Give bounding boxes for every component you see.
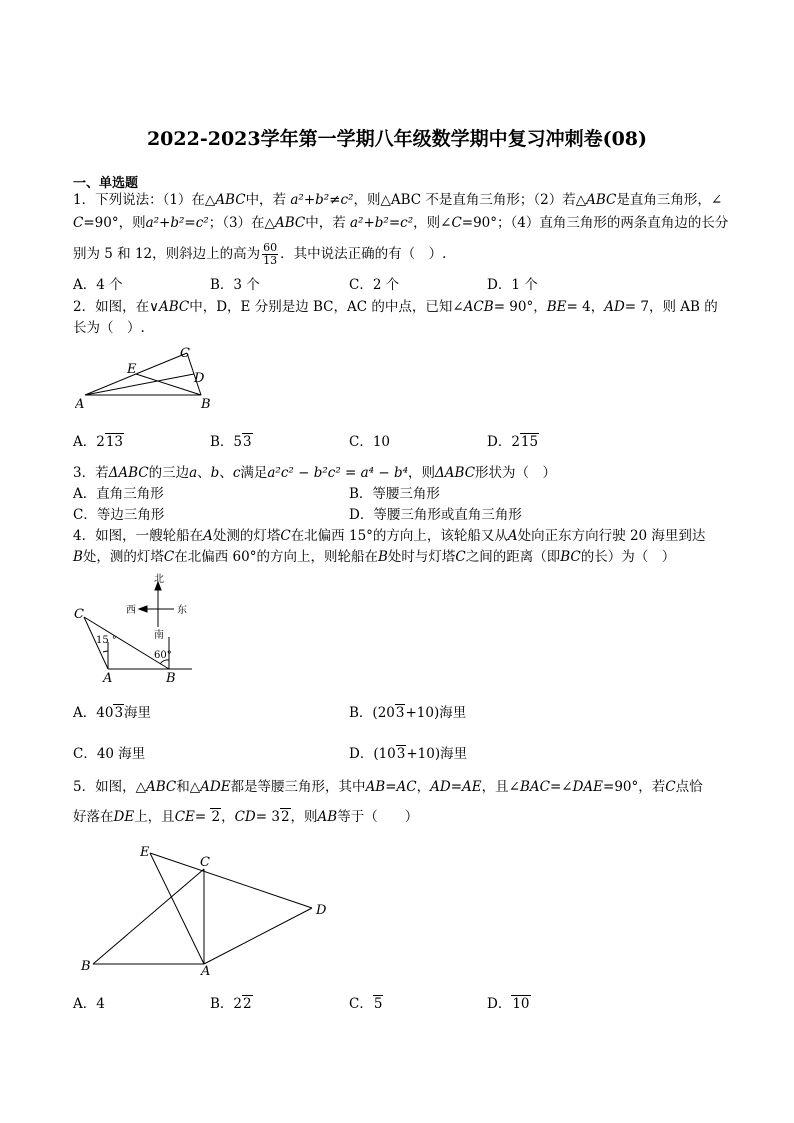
q1-line2: C=90°，则a²+b²=c²；（3）在△ABC中，若 a²+b²=c²，则∠C=90°；（4）直角三角形的两条直角边的长分: [73, 215, 729, 231]
q2-option-c[interactable]: C．10: [349, 434, 391, 450]
compass-west-label: 西: [126, 605, 136, 616]
q2-triangle-figure: [75, 345, 225, 413]
compass-east-label: 东: [177, 605, 187, 616]
angle-15-label: 15 °: [96, 635, 117, 646]
q1-option-b[interactable]: B．3 个: [210, 277, 260, 293]
q3-option-a[interactable]: A．直角三角形: [73, 486, 164, 502]
point-c-label: C: [200, 855, 210, 870]
q4-navigation-figure: [72, 572, 197, 684]
q5-line1: 5．如图，△ABC和△ADE都是等腰三角形，其中AB=AC，AD=AE，且∠BAC=∠DAE=90°，若C点恰: [73, 779, 703, 795]
q1-option-d[interactable]: D．1 个: [487, 277, 538, 293]
q4-option-d[interactable]: D．(103+10)海里: [349, 746, 468, 762]
point-a-label: A: [201, 964, 211, 978]
q2-line2: 长为（ ）.: [73, 320, 145, 336]
q5-triangles-figure: [78, 840, 333, 978]
q3-option-d[interactable]: D．等腰三角形或直角三角形: [349, 507, 522, 523]
q3-option-b[interactable]: B．等腰三角形: [349, 486, 440, 502]
point-b-label: B: [166, 671, 176, 684]
page-title: 2022-2023学年第一学期八年级数学期中复习冲刺卷(08): [146, 128, 648, 150]
q4-line2: B处，测的灯塔C在北偏西 60°的方向上，则轮船在B处时与灯塔C之间的距离（即BC的长）为（ ）: [73, 549, 676, 565]
point-d-label: D: [316, 903, 327, 918]
q2-option-a[interactable]: A．213: [73, 434, 124, 450]
q4-option-c[interactable]: C．40 海里: [73, 746, 146, 762]
point-a-label: A: [75, 397, 85, 412]
q5-option-d[interactable]: D．10: [487, 996, 530, 1012]
point-b-label: B: [201, 397, 211, 412]
q3-line1: 3．若ΔABC的三边a、b、c满足a²c² − b²c² = a⁴ − b⁴，则ΔABC形状为（ ）: [73, 465, 557, 481]
q5-option-c[interactable]: C．5: [349, 996, 383, 1012]
q5-option-b[interactable]: B．22: [210, 996, 252, 1012]
compass-south-label: 南: [154, 630, 164, 641]
q2-line1: 2．如图，在∨ABC中，D，E 分别是边 BC，AC 的中点，已知∠ACB= 90°，BE= 4，AD= 7，则 AB 的: [73, 299, 718, 315]
q1-line3: 别为 5 和 12，则斜边上的高为 $\frac{60}{13}$ ．其中说法正确的有（ ）.: [73, 241, 447, 267]
q1-option-c[interactable]: C．2 个: [349, 277, 400, 293]
point-c-label: C: [74, 607, 84, 622]
q3-option-c[interactable]: C．等边三角形: [73, 507, 165, 523]
q1-option-a[interactable]: A．4 个: [73, 277, 123, 293]
q4-option-a[interactable]: A．403海里: [73, 705, 152, 721]
q1-line1: 1．下列说法：（1）在△ABC中，若 a²+b²≠c²，则△ABC 不是直角三角形；（2）若△ABC是直角三角形，∠: [73, 192, 723, 208]
q4-line1: 4．如图，一艘轮船在A处测的灯塔C在北偏西 15°的方向上，该轮船又从A处向正东方向行驶 20 海里到达: [73, 528, 706, 544]
point-e-label: E: [127, 362, 137, 377]
compass-north-label: 北: [154, 574, 164, 585]
point-e-label: E: [140, 845, 150, 860]
angle-60-label: 60°: [154, 650, 172, 661]
q2-option-d[interactable]: D．215: [487, 434, 539, 450]
q5-line2: 好落在DE上，且CE= 2，CD= 32，则AB等于（ ）: [73, 809, 419, 825]
section-heading: 一、单选题: [73, 176, 139, 191]
q5-option-a[interactable]: A．4: [73, 996, 105, 1012]
point-c-label: C: [180, 346, 190, 361]
point-d-label: D: [194, 371, 205, 386]
point-a-label: A: [103, 671, 113, 684]
point-b-label: B: [81, 959, 91, 974]
q2-option-b[interactable]: B．53: [210, 434, 252, 450]
q4-option-b[interactable]: B．(203+10)海里: [349, 705, 467, 721]
fraction-60-13: $\frac{60}{13}$: [263, 241, 278, 267]
